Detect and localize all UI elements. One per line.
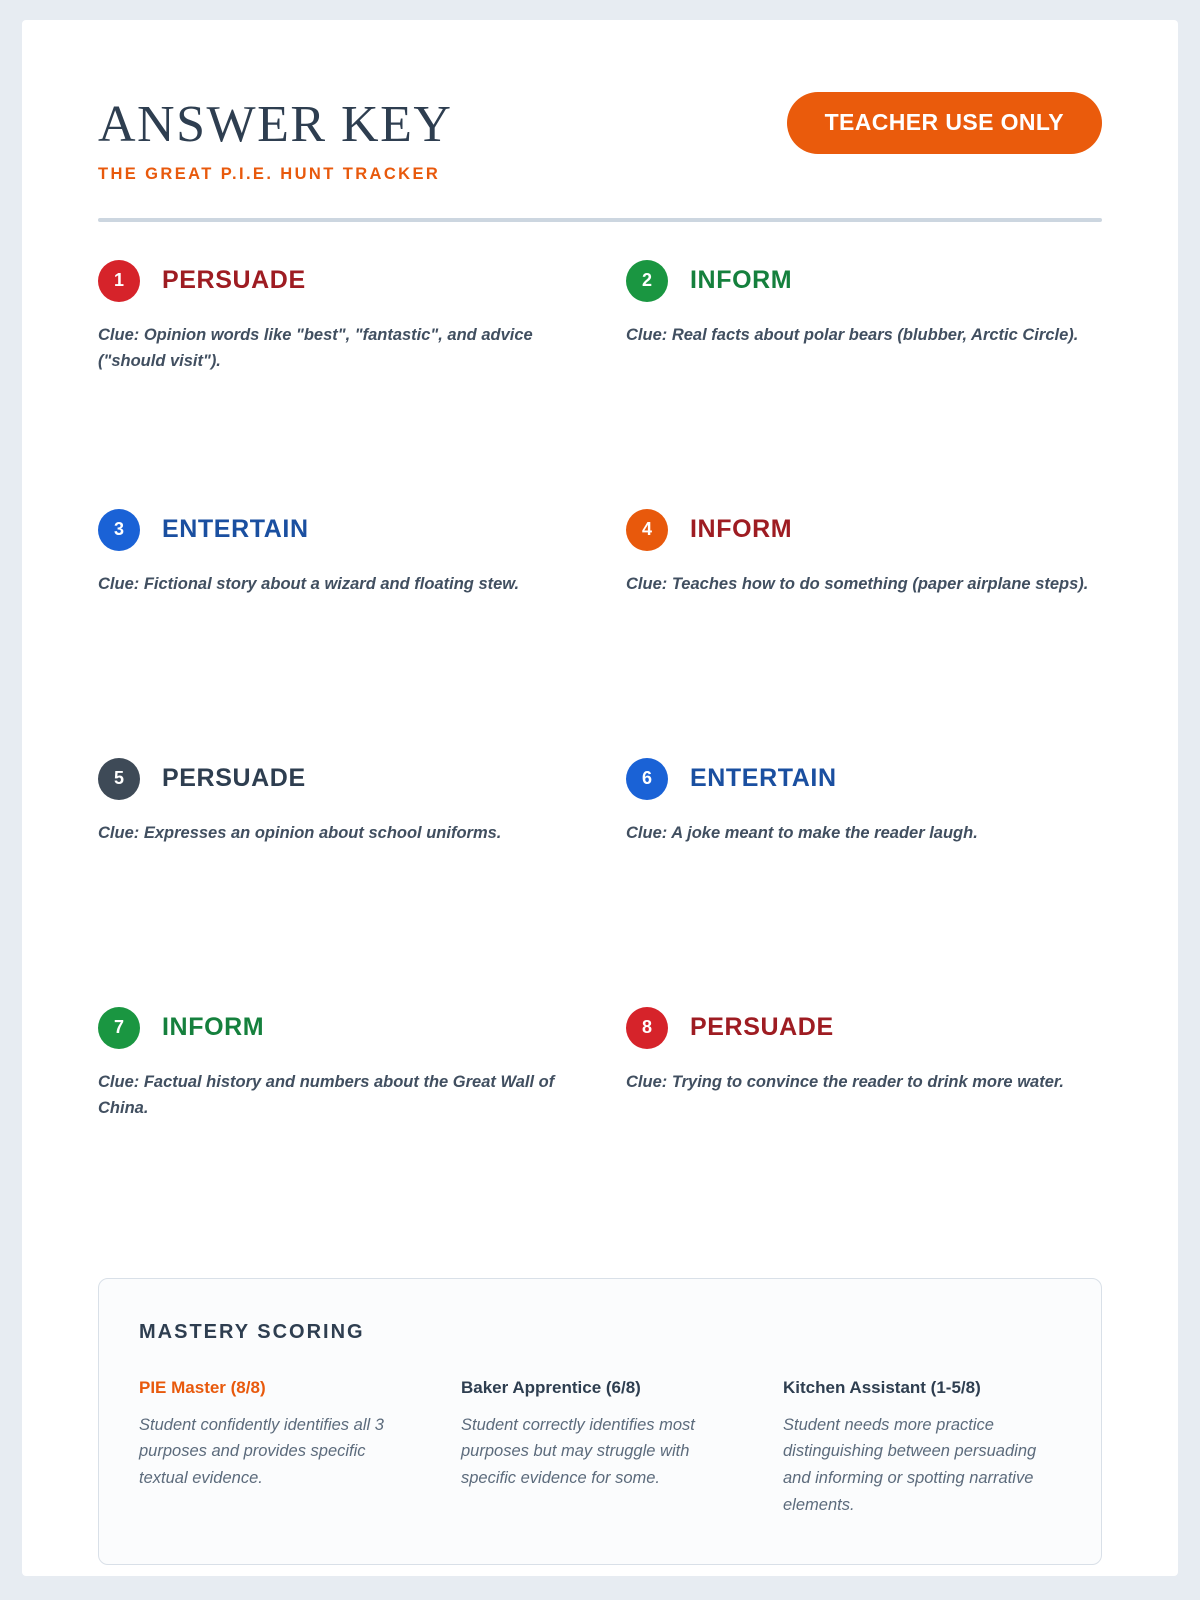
teacher-use-only-badge: TEACHER USE ONLY — [787, 92, 1102, 154]
answer-label: INFORM — [690, 515, 793, 544]
answer-number-badge: 5 — [98, 758, 140, 800]
answer-number-badge: 3 — [98, 509, 140, 551]
mastery-tier-name: Kitchen Assistant (1-5/8) — [783, 1377, 981, 1397]
answer-key-page — [22, 20, 1178, 1576]
answers-grid — [98, 260, 1102, 1256]
page-header — [98, 92, 1102, 184]
answer-number-badge: 2 — [626, 260, 668, 302]
page-title: ANSWER KEY — [98, 96, 453, 153]
answer-clue: Clue: Factual history and numbers about the Great Wall of China. — [98, 1072, 555, 1117]
mastery-tier-name: Baker Apprentice (6/8) — [461, 1377, 641, 1397]
answer-number-badge: 6 — [626, 758, 668, 800]
answer-item — [98, 758, 574, 1007]
answer-header — [626, 758, 1102, 800]
answer-clue: Clue: Fictional story about a wizard and floating stew. — [98, 574, 520, 593]
answer-number-badge: 4 — [626, 509, 668, 551]
answer-item — [626, 758, 1102, 1007]
answer-clue: Clue: A joke meant to make the reader laugh. — [626, 823, 978, 842]
answer-header — [98, 758, 574, 800]
answer-label: PERSUADE — [690, 1013, 834, 1042]
answer-clue: Clue: Expresses an opinion about school uniforms. — [98, 823, 502, 842]
mastery-tier-name: PIE Master (8/8) — [139, 1377, 266, 1397]
page-subtitle: THE GREAT P.I.E. HUNT TRACKER — [98, 164, 441, 183]
mastery-tiers — [139, 1378, 1061, 1519]
answer-label: PERSUADE — [162, 266, 306, 295]
mastery-scoring-title: MASTERY SCORING — [139, 1320, 365, 1343]
answer-header — [98, 509, 574, 551]
answer-clue: Clue: Trying to convince the reader to drink more water. — [626, 1072, 1064, 1091]
mastery-tier — [461, 1378, 739, 1519]
answer-label: ENTERTAIN — [162, 515, 309, 544]
answer-label: INFORM — [162, 1013, 265, 1042]
answer-label: ENTERTAIN — [690, 764, 837, 793]
answer-clue: Clue: Opinion words like "best", "fantastic", and advice ("should visit"). — [98, 325, 533, 370]
answer-label: PERSUADE — [162, 764, 306, 793]
mastery-tier-description: Student correctly identifies most purposes but may struggle with specific evidence for some. — [461, 1415, 695, 1488]
mastery-scoring-panel — [98, 1278, 1102, 1566]
answer-header — [626, 509, 1102, 551]
answer-label: INFORM — [690, 266, 793, 295]
answer-number-badge: 7 — [98, 1007, 140, 1049]
header-divider — [98, 218, 1102, 222]
answer-item — [626, 509, 1102, 758]
answer-header — [98, 1007, 574, 1049]
title-block — [98, 92, 452, 184]
mastery-tier — [783, 1378, 1061, 1519]
answer-clue: Clue: Real facts about polar bears (blubber, Arctic Circle). — [626, 325, 1079, 344]
answer-item — [98, 1007, 574, 1256]
answer-number-badge: 8 — [626, 1007, 668, 1049]
answer-header — [626, 1007, 1102, 1049]
answer-item — [626, 260, 1102, 509]
answer-clue: Clue: Teaches how to do something (paper airplane steps). — [626, 574, 1089, 593]
mastery-tier-description: Student needs more practice distinguishing between persuading and informing or spotting narrative elements. — [783, 1415, 1037, 1514]
answer-item — [98, 260, 574, 509]
answer-number-badge: 1 — [98, 260, 140, 302]
mastery-tier-description: Student confidently identifies all 3 purposes and provides specific textual evidence. — [139, 1415, 384, 1488]
answer-header — [98, 260, 574, 302]
answer-item — [98, 509, 574, 758]
mastery-tier — [139, 1378, 417, 1519]
answer-item — [626, 1007, 1102, 1256]
answer-header — [626, 260, 1102, 302]
